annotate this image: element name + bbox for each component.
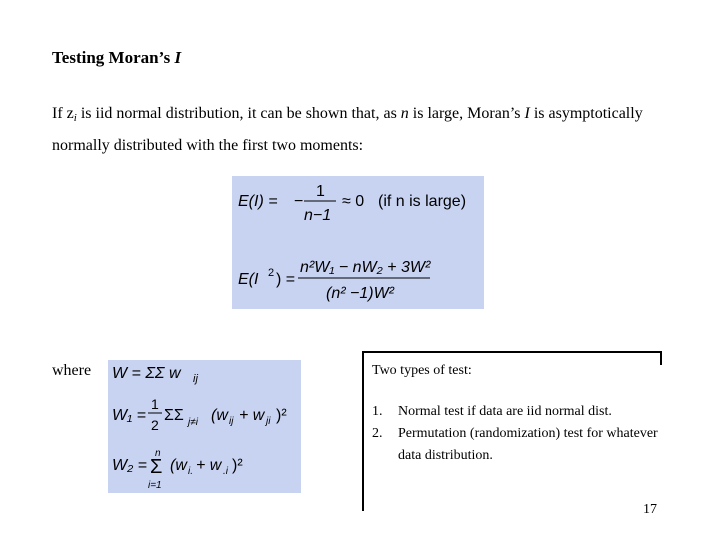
W1-sums: ΣΣ <box>164 407 184 424</box>
list-item-text: Permutation (randomization) test for whatever data distribution. <box>398 426 658 463</box>
W1-half-den: 2 <box>151 417 159 433</box>
W2-sum-sign: Σ <box>150 456 163 478</box>
list-item <box>372 423 660 467</box>
list-item-number: 2. <box>372 426 383 441</box>
W2-idot: i. <box>188 466 193 477</box>
list-item-text: Normal test if data are iid normal dist. <box>398 404 612 419</box>
list-item-number: 1. <box>372 404 383 419</box>
W1-close: )² <box>276 407 287 424</box>
intro-I: I <box>524 105 530 122</box>
panel-right-edge <box>660 351 662 365</box>
intro-text-1: If z <box>52 105 74 122</box>
W1-half-num: 1 <box>151 396 159 412</box>
intro-text-2: is iid normal distribution, it can be shown that, as <box>76 105 401 122</box>
W1-lhs: W₁ = <box>112 407 146 424</box>
W2-lhs: W₂ = <box>112 457 147 474</box>
weights-formula-box <box>108 360 301 493</box>
approx-zero: ≈ 0 <box>342 193 365 210</box>
intro-text-4: is asymptotically normally distributed with the first two moments: <box>52 105 643 154</box>
title-symbol: I <box>174 48 182 67</box>
moments-formula-box <box>232 176 484 309</box>
second-moment-sup: 2 <box>268 267 275 279</box>
W-definition: W = ΣΣ w <box>112 365 181 382</box>
W2-sum-bottom: i=1 <box>148 480 162 491</box>
test-list <box>372 401 660 467</box>
second-moment-lhs: E(I <box>238 271 259 288</box>
title-prefix: Testing Moran’s <box>52 48 175 67</box>
W2-body: (w <box>170 457 187 474</box>
W2-plus: + w <box>196 457 222 474</box>
W2-doti: .i <box>223 466 228 477</box>
intro-subscript: i <box>73 112 77 124</box>
W2-close: )² <box>232 457 243 474</box>
large-n-note: (if n is large) <box>378 193 467 210</box>
W2-sum-top: n <box>155 448 161 459</box>
minus-sign: − <box>294 193 304 210</box>
where-label: where <box>52 362 92 379</box>
list-item <box>372 401 660 423</box>
W1-ji: ji <box>266 416 271 427</box>
intro-text-3: is large, Moran’s <box>408 105 525 122</box>
expectation-lhs: E(I) = <box>238 193 278 210</box>
W1-condition: j≠i <box>188 417 198 428</box>
test-types-panel <box>362 351 662 511</box>
intro-paragraph <box>52 100 672 160</box>
fraction2-den: (n² −1)W² <box>326 285 394 302</box>
W1-body: (w <box>211 407 228 424</box>
page-number: 17 <box>643 502 657 517</box>
slide-title <box>52 48 181 68</box>
weights-formula <box>108 360 301 493</box>
W-sub-ij: ij <box>193 373 198 385</box>
fraction2-num: n²W₁ − nW₂ + 3W² <box>300 259 431 276</box>
fraction1-num: 1 <box>316 183 325 200</box>
second-moment-eq: ) = <box>276 271 296 288</box>
intro-n: n <box>400 105 409 122</box>
W1-plus: + w <box>239 407 265 424</box>
moments-formula <box>232 176 484 309</box>
fraction1-den: n−1 <box>304 207 332 224</box>
panel-title: Two types of test: <box>372 363 472 378</box>
W1-ij: ij <box>229 416 234 427</box>
